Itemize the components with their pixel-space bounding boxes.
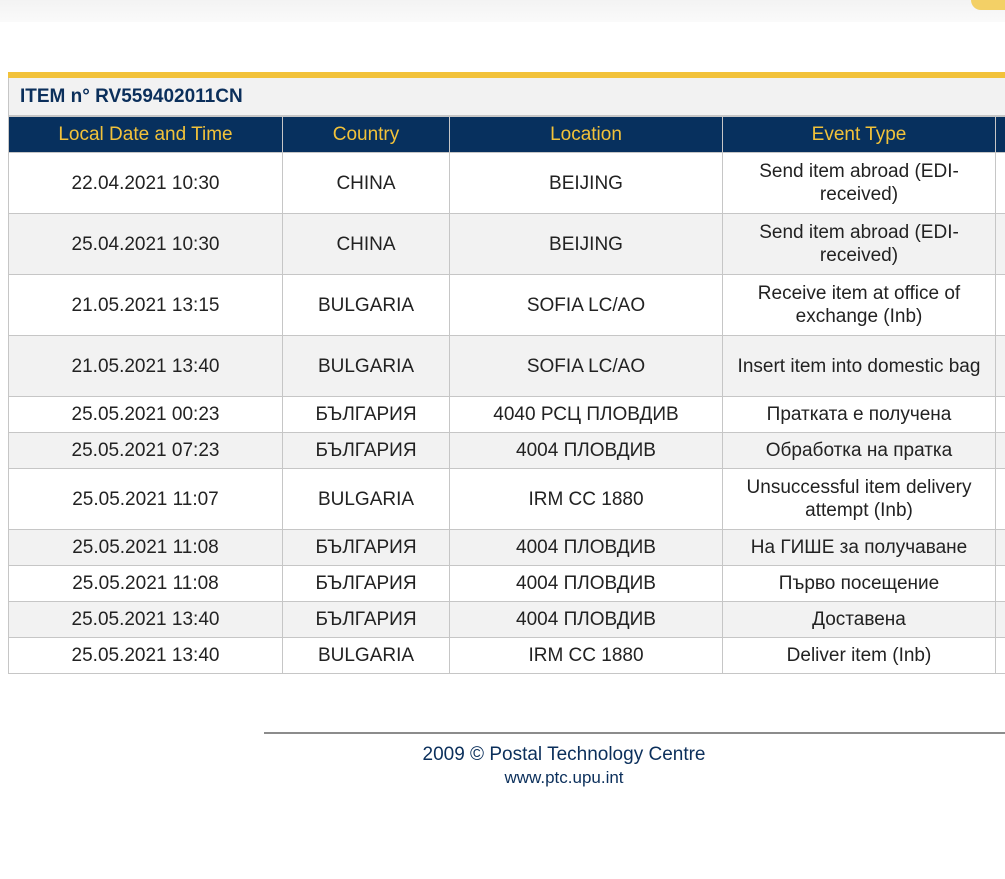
cell-country: CHINA: [283, 214, 450, 275]
cell-event: Deliver item (Inb): [723, 638, 996, 674]
cell-extra: [996, 153, 1005, 214]
cell-event: Send item abroad (EDI-received): [723, 214, 996, 275]
cell-datetime: 25.05.2021 11:07: [9, 469, 283, 530]
cell-datetime: 25.05.2021 00:23: [9, 397, 283, 433]
cell-event: Send item abroad (EDI-received): [723, 153, 996, 214]
table-row: [9, 275, 1005, 336]
cell-extra: [996, 275, 1005, 336]
cell-event: Обработка на пратка: [723, 433, 996, 469]
table-row: [9, 214, 1005, 275]
cell-datetime: 25.05.2021 13:40: [9, 602, 283, 638]
cell-datetime: 25.05.2021 11:08: [9, 530, 283, 566]
cell-extra: [996, 397, 1005, 433]
cell-country: BULGARIA: [283, 469, 450, 530]
cell-event: Receive item at office of exchange (Inb): [723, 275, 996, 336]
cell-country: БЪЛГАРИЯ: [283, 602, 450, 638]
cell-event: Пратката е получена: [723, 397, 996, 433]
table-row: [9, 469, 1005, 530]
cell-event: Първо посещение: [723, 566, 996, 602]
cell-event: Доставена: [723, 602, 996, 638]
cell-country: БЪЛГАРИЯ: [283, 397, 450, 433]
table-row: [9, 153, 1005, 214]
table-header-row: [9, 117, 1005, 153]
cell-datetime: 21.05.2021 13:15: [9, 275, 283, 336]
table-row: [9, 433, 1005, 469]
cell-extra: [996, 638, 1005, 674]
cell-location: 4040 РСЦ ПЛОВДИВ: [450, 397, 723, 433]
cell-location: BEIJING: [450, 153, 723, 214]
cell-event: На ГИШЕ за получаване: [723, 530, 996, 566]
cell-location: SOFIA LC/AO: [450, 275, 723, 336]
cell-country: БЪЛГАРИЯ: [283, 530, 450, 566]
cell-datetime: 25.05.2021 07:23: [9, 433, 283, 469]
table-row: [9, 336, 1005, 397]
header-event-type: Event Type: [723, 117, 996, 153]
item-number-title: ITEM n° RV559402011CN: [8, 78, 1005, 116]
cell-location: BEIJING: [450, 214, 723, 275]
cell-location: IRM CC 1880: [450, 469, 723, 530]
cell-extra: [996, 433, 1005, 469]
cell-datetime: 25.05.2021 11:08: [9, 566, 283, 602]
header-country: Country: [283, 117, 450, 153]
cell-country: BULGARIA: [283, 336, 450, 397]
cell-location: 4004 ПЛОВДИВ: [450, 566, 723, 602]
cell-country: БЪЛГАРИЯ: [283, 433, 450, 469]
cell-extra: [996, 469, 1005, 530]
cell-location: 4004 ПЛОВДИВ: [450, 433, 723, 469]
cell-extra: [996, 566, 1005, 602]
cell-datetime: 22.04.2021 10:30: [9, 153, 283, 214]
table-row: [9, 638, 1005, 674]
cell-extra: [996, 602, 1005, 638]
footer-divider: [264, 732, 1005, 734]
cell-country: BULGARIA: [283, 275, 450, 336]
cell-country: БЪЛГАРИЯ: [283, 566, 450, 602]
cell-extra: [996, 336, 1005, 397]
header-location: Location: [450, 117, 723, 153]
cell-datetime: 25.05.2021 13:40: [9, 638, 283, 674]
table-row: [9, 530, 1005, 566]
cell-event: Insert item into domestic bag: [723, 336, 996, 397]
cell-extra: [996, 214, 1005, 275]
tracking-events-table: [8, 116, 1005, 674]
cell-extra: [996, 530, 1005, 566]
cell-location: SOFIA LC/AO: [450, 336, 723, 397]
cell-location: 4004 ПЛОВДИВ: [450, 602, 723, 638]
header-extra-column: [996, 117, 1005, 153]
cell-country: BULGARIA: [283, 638, 450, 674]
cell-datetime: 21.05.2021 13:40: [9, 336, 283, 397]
table-row: [9, 602, 1005, 638]
tracking-panel: [8, 72, 1005, 674]
cell-location: IRM CC 1880: [450, 638, 723, 674]
logo-fragment: [971, 0, 1005, 10]
footer-copyright: 2009 © Postal Technology Centre: [422, 744, 706, 765]
table-row: [9, 566, 1005, 602]
top-header-strip: [0, 0, 1005, 22]
cell-country: CHINA: [283, 153, 450, 214]
header-local-date-time: Local Date and Time: [9, 117, 283, 153]
cell-event: Unsuccessful item delivery attempt (Inb): [723, 469, 996, 530]
cell-location: 4004 ПЛОВДИВ: [450, 530, 723, 566]
table-row: [9, 397, 1005, 433]
cell-datetime: 25.04.2021 10:30: [9, 214, 283, 275]
footer-website-link[interactable]: www.ptc.upu.int: [504, 768, 624, 787]
